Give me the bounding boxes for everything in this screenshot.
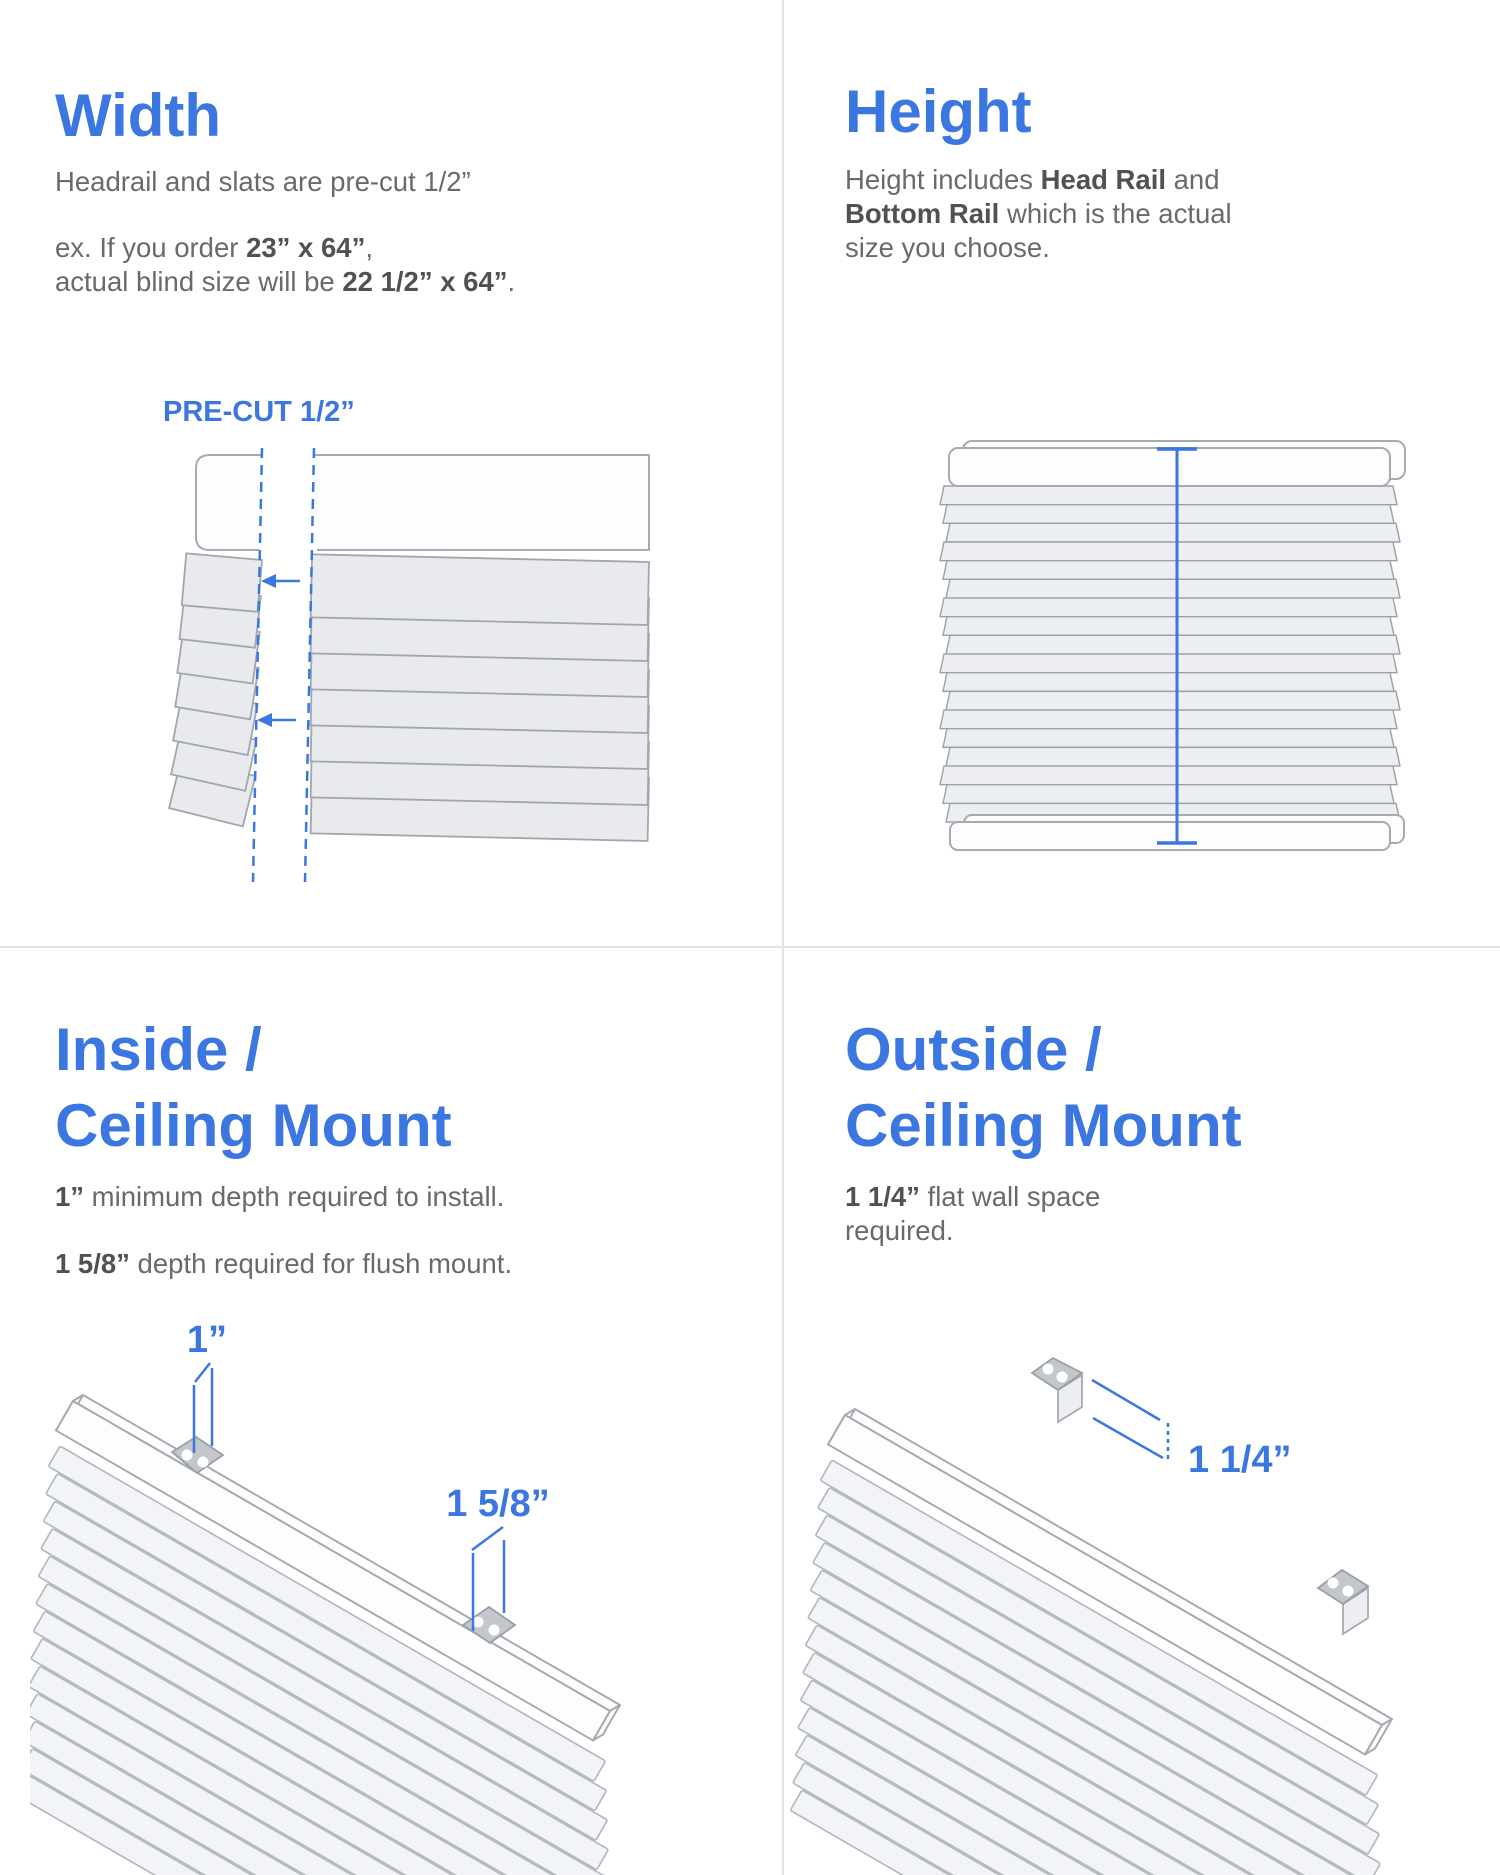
slat: [946, 579, 1400, 598]
outside-mount-diagram: [790, 1300, 1500, 1875]
slat: [940, 654, 1397, 673]
slat: [940, 486, 1397, 505]
min-depth-label: 1”: [186, 1319, 228, 1361]
width-intro: Headrail and slats are pre-cut 1/2”: [55, 166, 471, 197]
headrail-left-piece: [196, 455, 262, 550]
cut-arrow-bottom: [257, 713, 296, 727]
width-diagram-slats: [169, 553, 649, 841]
slat: [943, 729, 1394, 748]
wall-bracket-icon: [1318, 1570, 1368, 1634]
slat: [943, 673, 1394, 692]
slat: [946, 523, 1400, 542]
slat: [940, 710, 1397, 729]
slat: [946, 691, 1400, 710]
height-desc: Height includes Head Rail and Bottom Rail which is the actual size you choose.: [845, 164, 1232, 263]
slat: [946, 747, 1400, 766]
slat: [311, 554, 649, 625]
slat: [943, 505, 1394, 524]
pre-cut-label: PRE-CUT 1/2”: [163, 396, 355, 428]
height-diagram: [930, 435, 1430, 865]
inside-mount-title: Inside / Ceiling Mount: [55, 1016, 452, 1159]
wall-bracket-icon: [1032, 1358, 1082, 1422]
slat: [940, 598, 1397, 617]
wall-space-label: 1 1/4”: [1188, 1439, 1292, 1481]
slat: [943, 785, 1394, 804]
slat: [943, 617, 1394, 636]
inside-mount-point2: 1 5/8” depth required for flush mount.: [55, 1248, 513, 1279]
wall-space-measure-lines: [1092, 1380, 1168, 1462]
slat: [940, 766, 1397, 785]
slat: [940, 542, 1397, 561]
width-example: ex. If you order 23” x 64”, actual blind size will be 22 1/2” x 64”.: [55, 232, 516, 297]
bottom-rail: [950, 822, 1390, 850]
height-diagram-slats: [940, 486, 1400, 822]
slat: [182, 553, 262, 611]
vertical-divider: [782, 0, 784, 1875]
headrail: [949, 448, 1390, 486]
headrail-right-piece: [314, 455, 649, 550]
width-title: Width: [55, 82, 222, 149]
slat: [943, 561, 1394, 580]
width-diagram: [150, 445, 660, 885]
outside-mount-point1: 1 1/4” flat wall space required.: [845, 1181, 1101, 1246]
slat: [946, 635, 1400, 654]
flush-depth-label: 1 5/8”: [446, 1483, 550, 1525]
cut-arrow-top: [261, 574, 300, 588]
height-title: Height: [845, 78, 1032, 145]
inside-mount-point1: 1” minimum depth required to install.: [55, 1181, 505, 1212]
outside-mount-title: Outside / Ceiling Mount: [845, 1016, 1242, 1159]
inside-mount-diagram: [30, 1300, 720, 1875]
horizontal-divider: [0, 946, 1500, 948]
